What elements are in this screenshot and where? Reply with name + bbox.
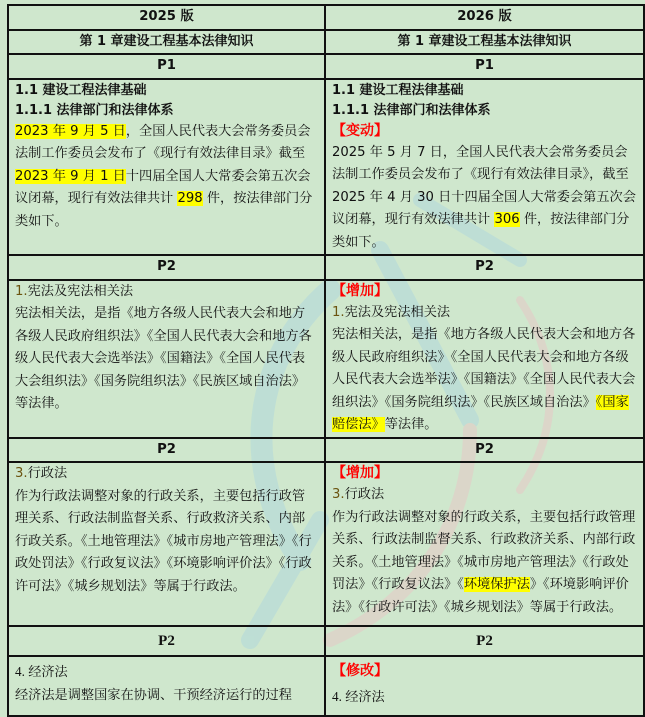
content-row bbox=[8, 656, 644, 716]
item-title-text: 行政法 bbox=[344, 487, 385, 502]
content-cell-right bbox=[325, 462, 644, 626]
item-title bbox=[332, 302, 637, 325]
page-row bbox=[8, 438, 644, 463]
section-heading: 1.1 建设工程法律基础 bbox=[332, 82, 464, 98]
item-number: 3. bbox=[15, 466, 28, 481]
content-cell-right bbox=[325, 656, 644, 716]
content-cell-right bbox=[325, 79, 644, 256]
body-text: 宪法相关法，是指《地方各级人民代表大会和地方各级人民政府组织法》《全国人民代表大会和地方各级人民代表大会选举法》《国籍法》《全国人民代表大会组织法》《国务院组织法》《民族区域自治法》等法律。 bbox=[15, 306, 312, 411]
body-text: ，全国人民代表大会常务委员会法制工作委员会发布了《现行有效法律目录》截至 bbox=[15, 123, 311, 161]
item-title-text: 宪法及宪法相关法 bbox=[27, 283, 134, 299]
right-chapter-header: 第 1 章建设工程基本法律知识 bbox=[325, 30, 644, 55]
page-row bbox=[8, 255, 644, 280]
body-text: 宪法相关法，是指《地方各级人民代表大会和地方各级人民政府组织法》《全国人民代表大会和地方各级人民代表大会选举法》《国籍法》《全国人民代表大会组织法》《国务院组织法》《民族区域自治法》 bbox=[332, 327, 636, 410]
page-label-right: P2 bbox=[325, 255, 644, 280]
page-label-left: P2 bbox=[8, 626, 325, 656]
body-text: 十四届全国人大常委会第五次会议闭幕，现行有效法律共计 bbox=[15, 168, 311, 206]
highlight-count: 298 bbox=[177, 191, 203, 206]
right-edition-header: 2026 版 bbox=[325, 5, 644, 30]
item-title-text: 4. 经济法 bbox=[332, 689, 385, 704]
page-label-right: P2 bbox=[325, 626, 644, 656]
change-tag: 【增加】 bbox=[332, 465, 388, 481]
body-text: 2025 年 5 月 7 日，全国人民代表大会常务委员会法制工作委员会发布了《现行有效法律目录》，截至 2025 年 4 月 30 日十四届全国人大常委会第五次会议闭幕，现行有效法律共计 bbox=[332, 144, 636, 227]
content-cell-left bbox=[8, 79, 325, 256]
body-text: 件，按法律部门分类如下。 bbox=[332, 212, 630, 250]
highlight-date: 2023 年 9 月 5 日 bbox=[15, 123, 126, 139]
page-label-left: P1 bbox=[8, 54, 325, 79]
content-cell-right bbox=[325, 280, 644, 438]
section-heading: 1.1 建设工程法律基础 bbox=[15, 82, 147, 98]
highlight-law: 环境保护法 bbox=[463, 577, 530, 592]
highlight-date: 2023 年 9 月 1 日 bbox=[15, 168, 126, 184]
subsection-heading: 1.1.1 法律部门和法律体系 bbox=[332, 102, 491, 118]
item-title-text: 宪法及宪法相关法 bbox=[344, 304, 451, 320]
header-row-edition bbox=[8, 5, 644, 30]
highlight-count: 306 bbox=[494, 212, 520, 227]
body-text: 》《环境影响评价法》《行政许可法》《城乡规划法》等属于行政法。 bbox=[332, 577, 629, 615]
header-row-chapter bbox=[8, 30, 644, 55]
highlight-law: 《国家赔偿法》 bbox=[332, 394, 629, 432]
change-tag: 【修改】 bbox=[332, 664, 388, 679]
item-number: 3. bbox=[332, 487, 345, 502]
item-title bbox=[15, 463, 318, 486]
content-cell-left bbox=[8, 656, 325, 716]
page-label-left: P2 bbox=[8, 255, 325, 280]
page-label-right: P2 bbox=[325, 438, 644, 463]
item-number: 1. bbox=[332, 304, 345, 320]
page-row bbox=[8, 54, 644, 79]
item-title bbox=[15, 281, 318, 304]
body-text: 经济法是调整国家在协调、干预经济运行的过程 bbox=[15, 686, 292, 702]
content-cell-left bbox=[8, 280, 325, 438]
left-chapter-header: 第 1 章建设工程基本法律知识 bbox=[8, 30, 325, 55]
content-row bbox=[8, 280, 644, 438]
comparison-table bbox=[7, 4, 645, 717]
subsection-heading: 1.1.1 法律部门和法律体系 bbox=[15, 102, 174, 118]
body-text: 作为行政法调整对象的行政关系，主要包括行政管理关系、行政法制监督关系、行政救济关系、内部行政关系。《土地管理法》《城市房地产管理法》《行政处罚法》《行政复议法》《环境影响评价法》《行政许可法》《城乡规划法》等属于行政法。 bbox=[15, 488, 312, 594]
item-title bbox=[332, 484, 637, 507]
change-tag: 【变动】 bbox=[332, 122, 388, 139]
item-title-text: 行政法 bbox=[27, 466, 68, 481]
change-tag: 【增加】 bbox=[332, 282, 388, 299]
item-title-text: 4. 经济法 bbox=[15, 664, 68, 679]
page-row bbox=[8, 626, 644, 656]
content-row bbox=[8, 462, 644, 626]
item-number: 1. bbox=[15, 283, 28, 299]
page-label-left: P2 bbox=[8, 438, 325, 463]
body-text: 作为行政法调整对象的行政关系，主要包括行政管理关系、行政法制监督关系、行政救济关系、内部行政关系。《土地管理法》《城市房地产管理法》《行政处罚法》《行政复议法》《 bbox=[332, 509, 636, 592]
page-label-right: P1 bbox=[325, 54, 644, 79]
content-cell-left bbox=[8, 462, 325, 626]
left-edition-header: 2025 版 bbox=[8, 5, 325, 30]
body-text: 件，按法律部门分类如下。 bbox=[15, 191, 313, 229]
body-text: 等法律。 bbox=[384, 417, 438, 432]
content-row bbox=[8, 79, 644, 256]
